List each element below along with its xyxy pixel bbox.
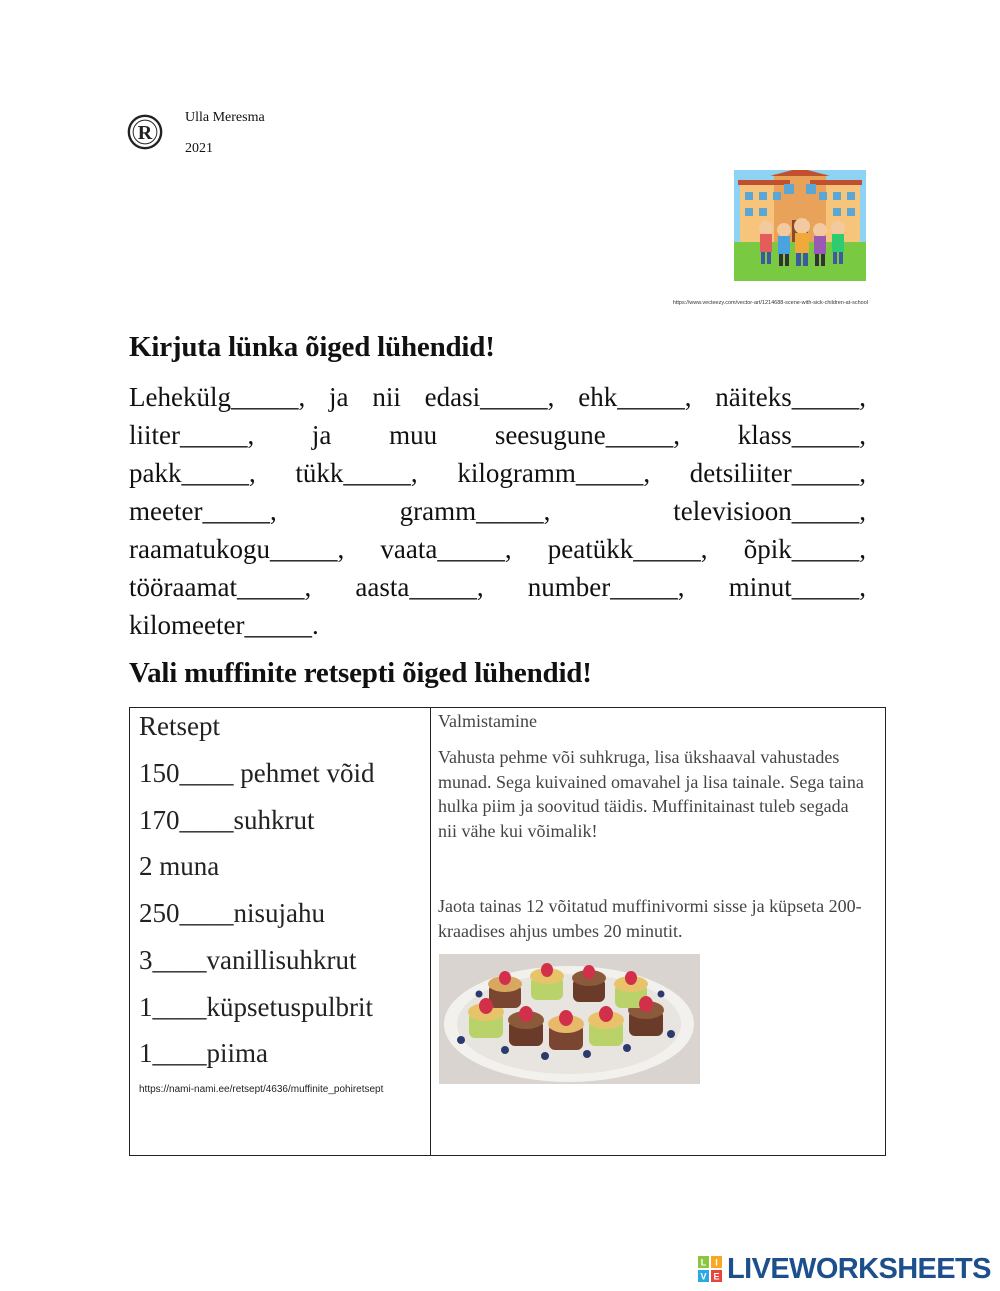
logo-letter: E	[713, 1271, 720, 1282]
recipe-table	[129, 707, 886, 1156]
word: ja	[311, 420, 332, 450]
muffins-photo	[439, 954, 700, 1084]
word: nii	[372, 382, 401, 412]
logo-letter: V	[700, 1271, 707, 1282]
school-children-illustration	[734, 170, 866, 281]
word: edasi_____,	[424, 382, 555, 412]
image-source-url: https://www.vecteezy.com/vector-art/1214688-scene-with-sick-children-at-school	[672, 300, 868, 306]
word: meeter_____,	[129, 496, 277, 526]
logo-letter: L	[700, 1257, 707, 1268]
word: raamatukogu_____,	[129, 534, 345, 564]
ingredient-line: 150____ pehmet võid	[139, 758, 375, 788]
liveworksheets-logo-icon	[697, 1255, 723, 1283]
ingredient-line: 2 muna	[139, 851, 220, 881]
word: õpik_____,	[743, 534, 866, 564]
word: Lehekülg_____,	[129, 382, 306, 412]
word: näiteks_____,	[715, 382, 866, 412]
ingredient-line: 250____nisujahu	[139, 898, 325, 928]
text-line	[129, 530, 866, 568]
preparation-title: Valmistamine	[438, 711, 537, 731]
preparation-paragraph: Jaota tainas 12 võitatud muffinivormi sisse ja küpseta 200-kraadises ahjus umbes 20 minutit.	[438, 896, 862, 941]
word: televisioon_____,	[673, 496, 866, 526]
text-line	[129, 416, 866, 454]
exercise-1-title: Kirjuta lünka õiged lühendid!	[129, 331, 495, 363]
word: liiter_____,	[129, 420, 255, 450]
brand-text: LIVEWORKSHEETS	[727, 1253, 991, 1285]
preparation-paragraph: Vahusta pehme või suhkruga, lisa ükshaaval vahustades munad. Sega kuivained omavahel ja lisa tainale. Sega taina hulka piim ja soovitud täidis. Muffinitainast tuleb segada nii vähe kui võimalik!	[438, 747, 864, 841]
text-line	[129, 454, 866, 492]
word: peatükk_____,	[547, 534, 708, 564]
logo-letter: I	[715, 1257, 718, 1268]
word: vaata_____,	[380, 534, 512, 564]
ingredient-line: 1____piima	[139, 1038, 268, 1068]
exercise-2-title: Vali muffinite retsepti õiged lühendid!	[129, 657, 592, 689]
recipe-source-url: https://nami-nami.ee/retsept/4636/muffinite_pohiretsept	[139, 1084, 384, 1095]
ingredient-line: 1____küpsetuspulbrit	[139, 992, 373, 1022]
svg-text:R: R	[137, 122, 153, 145]
text-line	[129, 378, 866, 416]
text-line	[129, 606, 866, 644]
liveworksheets-brand	[697, 1253, 997, 1285]
word: kilomeeter_____.	[129, 610, 319, 640]
recipe-preparation-column	[431, 708, 885, 1155]
word: tükk_____,	[295, 458, 418, 488]
word: ehk_____,	[578, 382, 692, 412]
word: aasta_____,	[355, 572, 484, 602]
word: minut_____,	[728, 572, 866, 602]
ingredient-line: 170____suhkrut	[139, 805, 315, 835]
year: 2021	[185, 141, 213, 156]
publisher-logo-icon	[126, 113, 164, 151]
recipe-ingredients-column	[130, 708, 431, 1155]
exercise-1-text	[129, 378, 866, 644]
ingredient-line: 3____vanillisuhkrut	[139, 945, 357, 975]
recipe-title: Retsept	[139, 711, 220, 741]
word: gramm_____,	[399, 496, 551, 526]
word: muu	[389, 420, 438, 450]
author-name: Ulla Meresma	[185, 110, 265, 125]
word: klass_____,	[737, 420, 866, 450]
word: tööraamat_____,	[129, 572, 312, 602]
text-line	[129, 568, 866, 606]
text-line	[129, 492, 866, 530]
word: seesugune_____,	[494, 420, 681, 450]
word: ja	[329, 382, 349, 412]
word: kilogramm_____,	[457, 458, 651, 488]
word: pakk_____,	[129, 458, 256, 488]
word: detsiliiter_____,	[689, 458, 866, 488]
word: number_____,	[527, 572, 685, 602]
